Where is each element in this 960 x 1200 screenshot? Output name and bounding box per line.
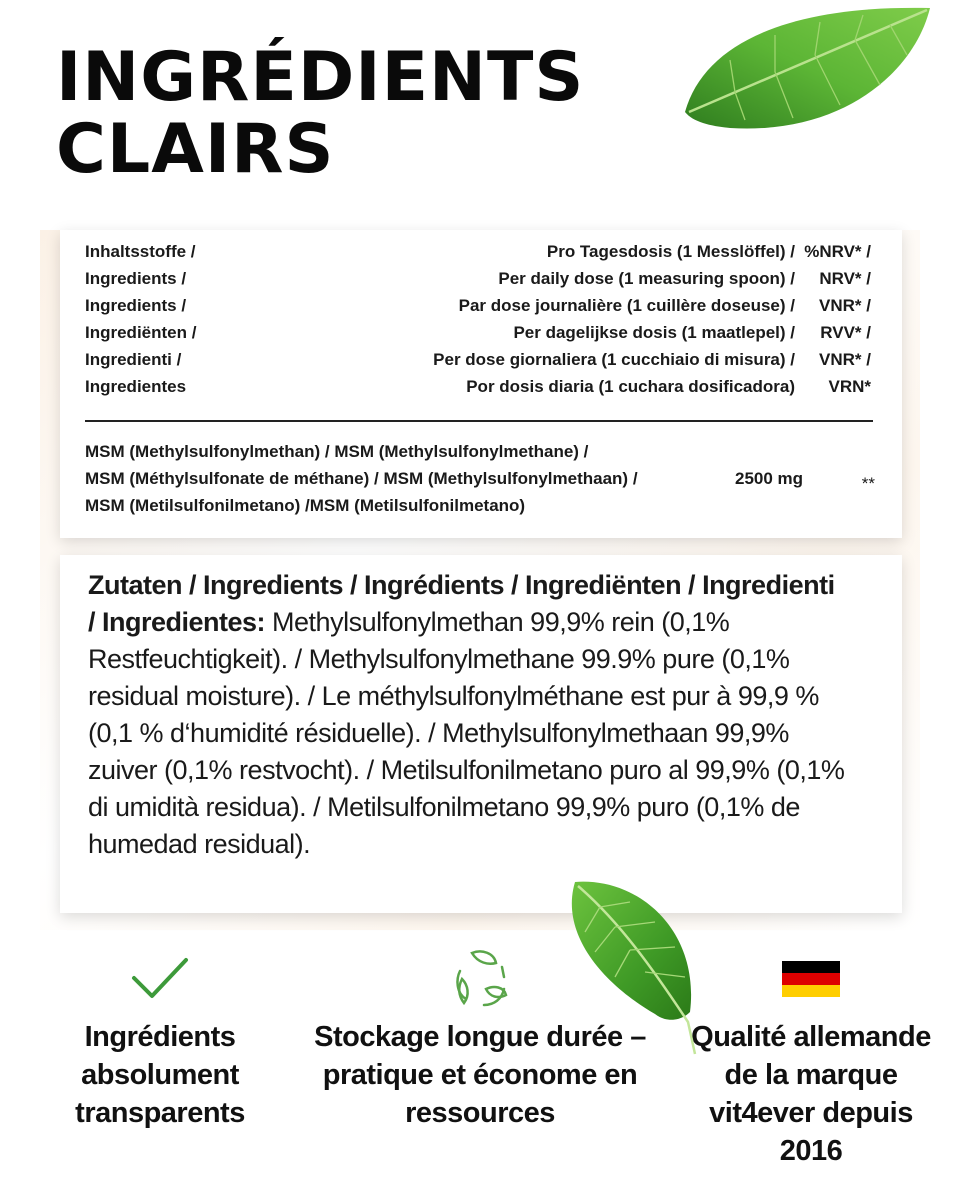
leaf-decoration-bottom: [560, 872, 720, 1062]
header-ref: RVV* /: [820, 323, 871, 342]
msm-name-text: MSM (Methylsulfonylmethan) / MSM (Methylsulfonylmethane) /: [85, 442, 589, 461]
ingredients-text-block: [88, 567, 848, 863]
header-ref: VRN*: [828, 377, 871, 396]
page-title: [56, 38, 585, 189]
header-dose: Pro Tagesdosis (1 Messlöffel) /: [546, 242, 795, 261]
table-divider: [85, 420, 873, 422]
table-header-row: [85, 238, 875, 265]
check-icon: [40, 950, 280, 1008]
feature-label: Stockage longue durée – pratique et économe en ressources: [314, 1021, 646, 1129]
feature-row: [0, 950, 960, 1190]
header-ref: VNR* /: [819, 350, 871, 369]
table-header-row: [85, 373, 875, 400]
header-ref: NRV* /: [819, 269, 871, 288]
header-dose: Per daily dose (1 measuring spoon) /: [498, 269, 795, 288]
table-header-row: [85, 319, 875, 346]
msm-dose-value: 2500 mg: [735, 469, 804, 488]
ingredients-card: [60, 555, 902, 913]
table-header-row: [85, 265, 875, 292]
nutrition-table-card: [60, 230, 902, 538]
header-dose: Per dose giornaliera (1 cucchiaio di misura) /: [433, 350, 795, 369]
header-label: Ingredients /: [85, 296, 187, 315]
msm-row: [85, 438, 875, 519]
msm-reference-value: **: [861, 474, 875, 493]
feature-label: Ingrédients absolument transparents: [75, 1021, 245, 1129]
header-label: Ingredienti /: [85, 350, 182, 369]
msm-name-text: MSM (Méthylsulfonate de méthane) / MSM (Methylsulfonylmethaan) /: [85, 469, 638, 488]
header-label: Ingrediënten /: [85, 323, 197, 342]
nutrition-table-header: [85, 238, 875, 400]
feature-transparent: [40, 950, 280, 1132]
msm-name-text: MSM (Metilsulfonilmetano) /MSM (Metilsulfonilmetano): [85, 496, 526, 515]
feature-label: Qualité allemande de la marque vit4ever depuis 2016: [691, 1021, 931, 1167]
table-header-row: [85, 292, 875, 319]
header-label: Ingredients /: [85, 269, 187, 288]
header-ref: VNR* /: [819, 296, 871, 315]
header-label: Inhaltsstoffe /: [85, 242, 196, 261]
title-line-1: INGRÉDIENTS: [56, 38, 585, 117]
title-line-2: CLAIRS: [56, 110, 335, 189]
msm-name-line: [85, 438, 875, 465]
header-dose: Per dagelijkse dosis (1 maatlepel) /: [513, 323, 795, 342]
leaf-decoration-top: [675, 0, 945, 140]
ingredients-heading: Zutaten / Ingredients / Ingrédients / Ingrediënten / Ingredienti / Ingredientes:: [88, 570, 835, 637]
header-ref: %NRV* /: [804, 242, 871, 261]
table-header-row: [85, 346, 875, 373]
header-dose: Por dosis diaria (1 cuchara dosificadora): [466, 377, 795, 396]
msm-name-line: [85, 492, 875, 519]
ingredients-text: Methylsulfonylmethan 99,9% rein (0,1% Restfeuchtigkeit). / Methylsulfonylmethane 99.9% pure (0,1% residual moisture). / Le méthylsulfonylméthane est pur à 99,9 % (0,1 % d‘humidité résiduelle). / Methylsulfonylmethaan 99,9% zuiver (0,1% restvocht). / Metilsulfonilmetano puro al 99,9% (0,1% di umidità residua). / Metilsulfonilmetano 99,9% puro (0,1% de humedad residual).: [88, 607, 845, 859]
header-label: Ingredientes: [85, 377, 187, 396]
msm-name-line: [85, 465, 875, 492]
header-dose: Par dose journalière (1 cuillère doseuse) /: [458, 296, 795, 315]
